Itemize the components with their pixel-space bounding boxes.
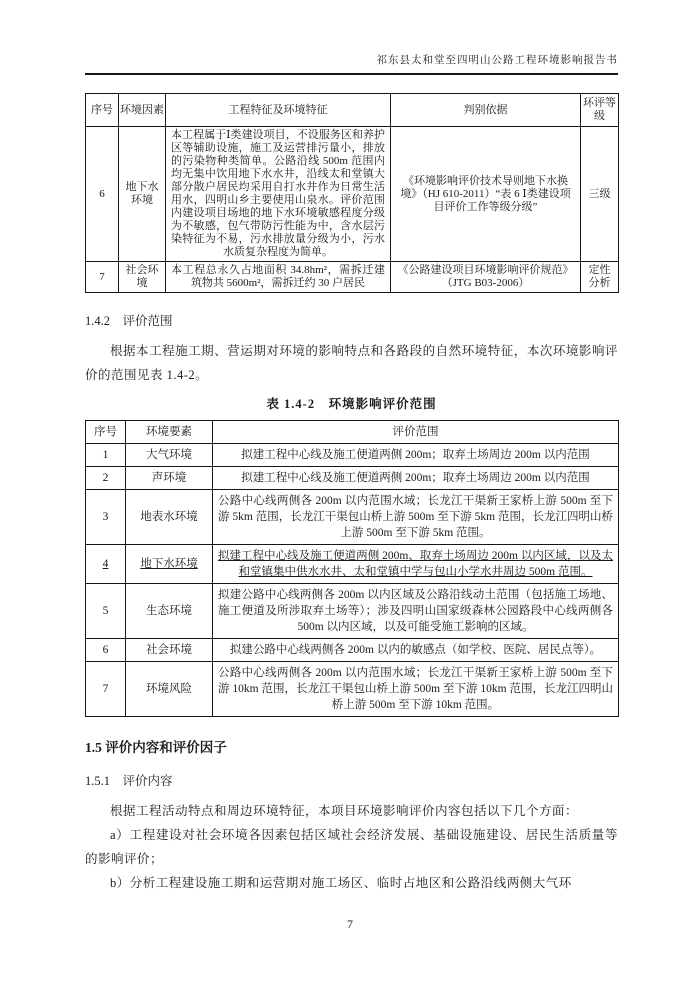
row-index-cell: 7 xyxy=(86,262,119,293)
paragraph-content-intro: 根据工程活动特点和周边环境特征，本项目环境影响评价内容包括以下几个方面： xyxy=(110,804,579,818)
element-cell: 生态环境 xyxy=(126,584,213,639)
element-cell: 社会环境 xyxy=(126,639,213,662)
table-row xyxy=(86,127,619,262)
table-row xyxy=(86,584,619,639)
list-item-b: b）分析工程建设施工期和运营期对施工场区、临时占地区和公路沿线两侧大气环 xyxy=(110,876,572,890)
column-header-scope: 评价范围 xyxy=(213,421,619,444)
page-number: 7 xyxy=(347,917,353,931)
element-cell: 地表水环境 xyxy=(126,490,213,545)
table-row xyxy=(86,490,619,545)
table-header-row xyxy=(86,94,619,127)
table-row xyxy=(86,545,619,584)
column-header-factor: 环境因素 xyxy=(119,94,166,127)
column-header-element: 环境要素 xyxy=(126,421,213,444)
list-item-a: a）工程建设对社会环境各因素包括区域社会经济发展、基础设施建设、居民生活质量等的影响评价； xyxy=(85,828,618,866)
table-row xyxy=(86,662,619,717)
section-heading-1-5-1: 1.5.1 评价内容 xyxy=(85,774,173,788)
grade-cell: 定性分析 xyxy=(581,262,619,293)
features-cell: 本工程总永久占地面积 34.8hm²，需拆迁建筑物共 5600m²，需拆迁约 30 户居民 xyxy=(166,262,391,293)
scope-cell: 公路中心线两侧各 200m 以内范围水域；长龙江干渠新王家桥上游 500m 至下游 10km 范围，长龙江干渠包山桥上游 500m 至下游 10km 范围，长龙江四明山桥上游 500m 至下游 10km 范围。 xyxy=(213,662,619,717)
basis-cell: 《公路建设项目环境影响评价规范》（JTG B03-2006） xyxy=(391,262,581,293)
factor-cell: 社会环境 xyxy=(119,262,166,293)
column-header-features: 工程特征及环境特征 xyxy=(166,94,391,127)
row-index-cell: 4 xyxy=(86,545,126,584)
paragraph-scope-intro: 根据本工程施工期、营运期对环境的影响特点和各路段的自然环境特征，本次环境影响评价的范围见表 1.4-2。 xyxy=(85,344,618,382)
running-header-title: 祁东县太和堂至四明山公路工程环境影响报告书 xyxy=(85,54,618,75)
element-cell: 声环境 xyxy=(126,467,213,490)
column-header-index: 序号 xyxy=(86,94,119,127)
row-index-cell: 6 xyxy=(86,127,119,262)
table-row xyxy=(86,467,619,490)
scope-table xyxy=(85,420,619,717)
table-row xyxy=(86,639,619,662)
section-heading-1-5: 1.5 评价内容和评价因子 xyxy=(85,740,227,755)
element-cell: 大气环境 xyxy=(126,444,213,467)
column-header-basis: 判别依据 xyxy=(391,94,581,127)
scope-cell: 拟建公路中心线两侧各 200m 以内的敏感点（如学校、医院、居民点等）。 xyxy=(213,639,619,662)
table-caption-1-4-2: 表 1.4-2 环境影响评价范围 xyxy=(266,397,437,411)
table-row xyxy=(86,262,619,293)
table-row xyxy=(86,444,619,467)
grade-cell: 三级 xyxy=(581,127,619,262)
element-cell: 环境风险 xyxy=(126,662,213,717)
scope-cell: 拟建工程中心线及施工便道两侧 200m；取弃土场周边 200m 以内范围 xyxy=(213,467,619,490)
row-index-cell: 6 xyxy=(86,639,126,662)
section-heading-1-4-2: 1.4.2 评价范围 xyxy=(85,314,173,328)
row-index-cell: 5 xyxy=(86,584,126,639)
element-cell: 地下水环境 xyxy=(126,545,213,584)
scope-cell: 拟建公路中心线两侧各 200m 以内区域及公路沿线动土范围（包括施工场地、施工便道及所涉取弃土场等）；涉及四明山国家级森林公园路段中心线两侧各 500m 以内区域，以及可能受施工影响的区域。 xyxy=(213,584,619,639)
assessment-grade-table xyxy=(85,93,619,293)
features-cell: 本工程属于Ⅰ类建设项目，不设服务区和养护区等辅助设施，施工及运营排污量小，排放的污染物种类简单。公路沿线 500m 范围内均无集中饮用地下水水井，沿线太和堂镇大部分散户居民均采用自打水井作为日常生活用水，四明山乡主要使用山泉水。评价范围内建设项目场地的地下水环境敏感程度分级为不敏感，包气带防污性能为中，含水层污染特征为不易，污水排放量分级为小，污水水质复杂程度为简单。 xyxy=(166,127,391,262)
scope-cell: 拟建工程中心线及施工便道两侧 200m；取弃土场周边 200m 以内范围 xyxy=(213,444,619,467)
basis-cell: 《环境影响评价技术导则地下水换境》（HJ 610-2011）“表 6 Ⅰ类建设项目评价工作等级分级” xyxy=(391,127,581,262)
scope-cell: 拟建工程中心线及施工便道两侧 200m、取弃土场周边 200m 以内区域，以及太和堂镇集中供水水井、太和堂镇中学与包山小学水井周边 500m 范围。 xyxy=(213,545,619,584)
scope-cell: 公路中心线两侧各 200m 以内范围水域；长龙江干渠新王家桥上游 500m 至下游 5km 范围，长龙江干渠包山桥上游 500m 至下游 5km 范围，长龙江四明山桥上游 500m 至下游 5km 范围。 xyxy=(213,490,619,545)
row-index-cell: 1 xyxy=(86,444,126,467)
column-header-index: 序号 xyxy=(86,421,126,444)
factor-cell: 地下水环境 xyxy=(119,127,166,262)
row-index-cell: 2 xyxy=(86,467,126,490)
column-header-grade: 环评等级 xyxy=(581,94,619,127)
row-index-cell: 7 xyxy=(86,662,126,717)
table-header-row xyxy=(86,421,619,444)
row-index-cell: 3 xyxy=(86,490,126,545)
